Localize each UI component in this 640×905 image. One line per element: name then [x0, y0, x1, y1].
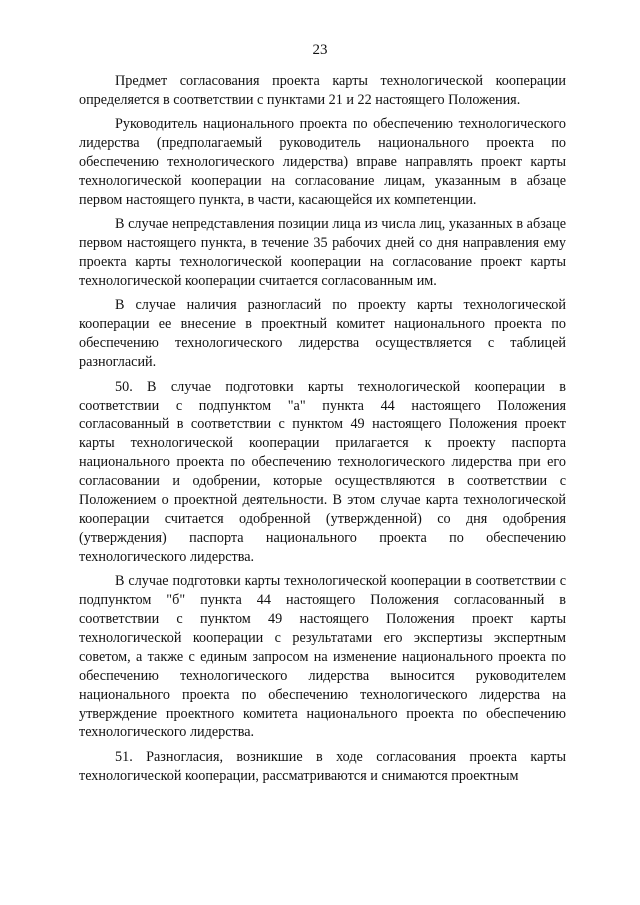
paragraph-item-50: 50. В случае подготовки карты технологической кооперации в соответствии с подпунктом "а" пункта 44 настоящего Положения согласованный в соответствии с пунктом 49 настоящего Положения проект карты технологической кооперации прилагается к проекту паспорта национального проекта по обеспечению технологического лидерства при его согласовании и одобрении, которые осуществляются в соответствии с Положением о проектной деятельности. В этом случае карта технологической кооперации считается одобренной (утвержденной) со дня одобрения (утверждения) паспорта национального проекта по обеспечению технологического лидерства. [79, 378, 566, 565]
paragraph-no-position: В случае непредставления позиции лица из числа лиц, указанных в абзаце первом настоящего пункта, в течение 35 рабочих дней со дня направления ему проекта карты технологической кооперации на согласование проект карты технологической кооперации считается согласованным им. [79, 216, 566, 290]
paragraph-disagreements: В случае наличия разногласий по проекту карты технологической кооперации ее внесение в проектный комитет национального проекта по обеспечению технологического лидерства осуществляется с таблицей разногласий. [79, 297, 566, 371]
paragraph-item-50-b: В случае подготовки карты технологической кооперации в соответствии с подпунктом "б" пункта 44 настоящего Положения согласованный в соответствии с пунктом 49 настоящего Положения проект карты технологической кооперации с результатами его экспертизы экспертным советом, а также с единым запросом на изменение национального проекта по обеспечению технологического лидерства выносится руководителем национального проекта по обеспечению технологического лидерства на утверждение проектного комитета национального проекта по обеспечению технологического лидерства. [79, 573, 566, 741]
page-number: 23 [312, 42, 328, 58]
paragraph-item-51: 51. Разногласия, возникшие в ходе согласования проекта карты технологической кооперации, рассматриваются и снимаются проектным [79, 748, 566, 784]
paragraph-approval-subject: Предмет согласования проекта карты технологической кооперации определяется в соответствии с пунктами 21 и 22 настоящего Положения. [79, 73, 566, 108]
paragraph-project-head-right: Руководитель национального проекта по обеспечению технологического лидерства (предполагаемый руководитель национального проекта по обеспечению технологического лидерства) вправе направлять проект карты технологической кооперации на согласование лицам, указанным в абзаце первом настоящего пункта, в части, касающейся их компетенции. [79, 116, 566, 208]
document-body [79, 72, 566, 791]
